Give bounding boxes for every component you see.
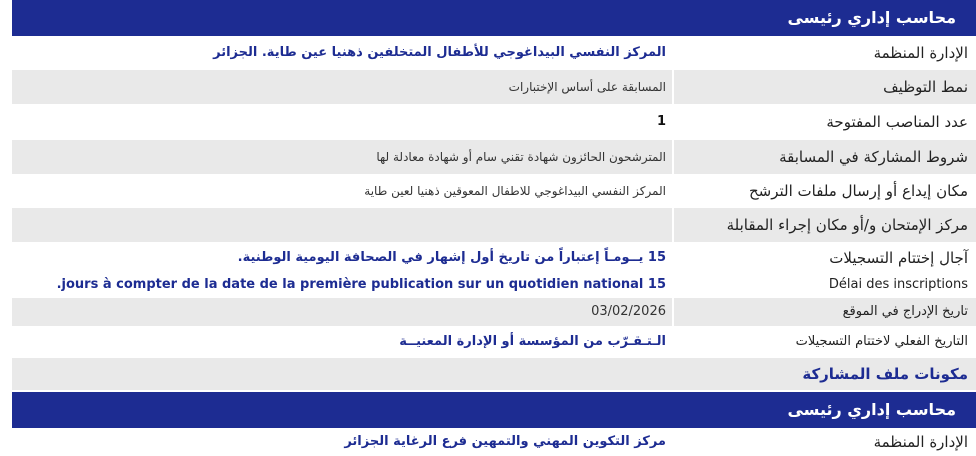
value-exam-center — [12, 208, 672, 242]
job-title-header: محاسب إداري رئيسى — [12, 0, 976, 36]
value-registration-deadline-ar: 15 يــومـاً إعتباراً من تاريخ أول إشهار في الصحافة اليومية الوطنية. — [12, 242, 672, 272]
label-recruitment-type: نمط التوظيف — [674, 70, 976, 104]
value-organizing-administration: المركز النفسي البيداغوجي للأطفال المتخلفين ذهنيا عين طاية. الجزائر — [12, 36, 672, 70]
value-organizing-administration-2: مركز التكوين المهني والتمهين فرع الرغاية الجزائر — [12, 428, 672, 456]
label-organizing-administration-2: الإدارة المنظمة — [674, 428, 976, 456]
label-registration-deadline-fr: Délai des inscriptions — [674, 272, 976, 298]
label-registration-deadline-ar: آجال إختتام التسجيلات — [674, 242, 976, 272]
value-registration-deadline-fr: jours à compter de la date de la première publication sur un quotidien national 15. — [12, 272, 672, 298]
value-open-positions: 1 — [12, 104, 672, 140]
label-publication-date: تاريخ الإدراج في الموقع — [674, 298, 976, 326]
value-actual-closing-date: الـتـقـرّب من المؤسسة أو الإدارة المعنيــة — [12, 326, 672, 358]
job-title-header-2: محاسب إداري رئيسى — [12, 392, 976, 428]
job-listing-page — [12, 0, 976, 451]
label-exam-center: مركز الإمتحان و/أو مكان إجراء المقابلة — [674, 208, 976, 242]
value-participation-conditions: المترشحون الحائزون شهادة تقني سام أو شهادة معادلة لها — [12, 140, 672, 174]
label-submission-place: مكان إيداع أو إرسال ملفات الترشح — [674, 174, 976, 208]
value-publication-date: 03/02/2026 — [12, 298, 672, 326]
participation-file-section-title: مكونات ملف المشاركة — [12, 358, 976, 390]
value-submission-place: المركز النفسي البيداغوجي للاطفال المعوقين ذهنيا لعين طاية — [12, 174, 672, 208]
label-organizing-administration: الإدارة المنظمة — [674, 36, 976, 70]
value-recruitment-type: المسابقة على أساس الإختبارات — [12, 70, 672, 104]
label-open-positions: عدد المناصب المفتوحة — [674, 104, 976, 140]
label-participation-conditions: شروط المشاركة في المسابقة — [674, 140, 976, 174]
label-actual-closing-date: التاريخ الفعلي لاختتام التسجيلات — [674, 326, 976, 358]
